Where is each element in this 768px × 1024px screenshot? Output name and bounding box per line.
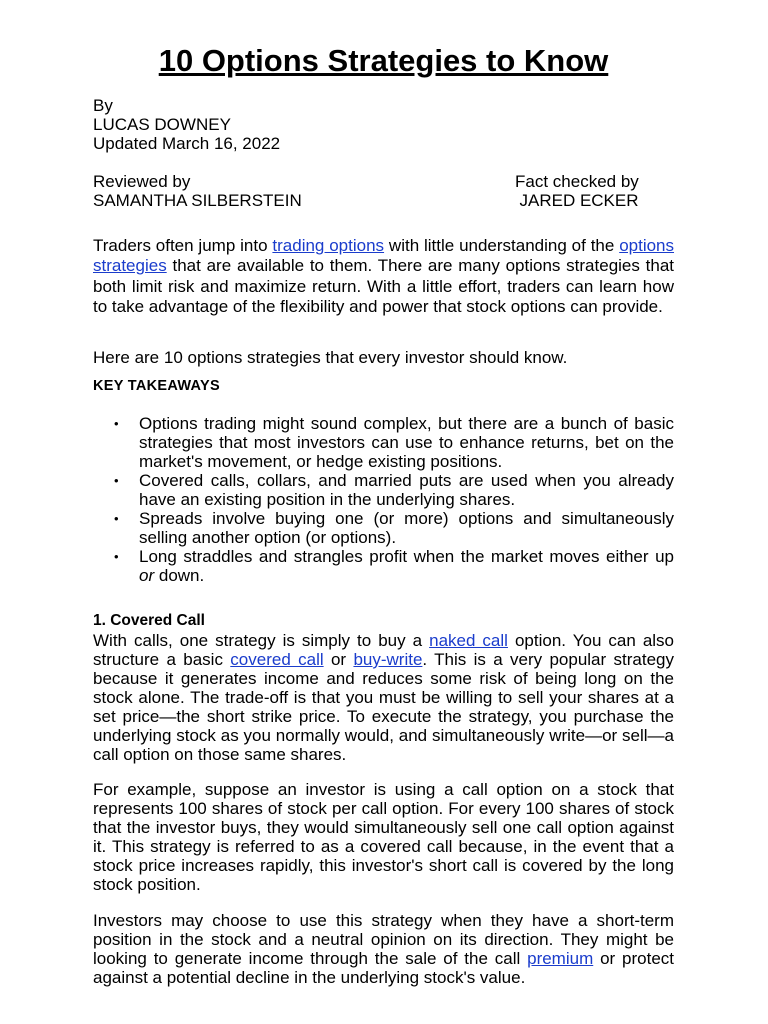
list-item [114, 414, 674, 471]
body-text: or [330, 650, 347, 669]
premium-link[interactable]: premium [527, 949, 594, 968]
body-text: With calls, one strategy is simply to buy a [93, 631, 423, 650]
list-item [114, 471, 674, 509]
list-item [114, 547, 674, 585]
key-takeaways-heading: KEY TAKEAWAYS [93, 378, 220, 394]
bullet-icon: • [114, 416, 119, 431]
list-item-text: down. [158, 566, 205, 585]
intro-text: that are available to them. There are many options strategies that both limit risk and maximize return. With a little effort, traders can learn how to take advantage of the flexibility and power that stock options can provide. [93, 256, 674, 317]
fact-checker-name: JARED ECKER [519, 191, 639, 210]
list-item-text: Long straddles and strangles profit when the market moves either up [139, 547, 674, 566]
options-strategies-link[interactable]: options strategies [93, 236, 675, 276]
key-takeaways-list [93, 414, 674, 585]
body-text: option. You can also structure a basic [93, 631, 674, 669]
author-name: LUCAS DOWNEY [93, 115, 231, 134]
reviewed-label: Reviewed by [93, 172, 191, 191]
bullet-icon: • [114, 473, 119, 488]
list-item-text: Covered calls, collars, and married puts are used when you already have an existing position in the underlying shares. [139, 471, 674, 509]
page-title: 10 Options Strategies to Know [158, 43, 609, 78]
covered-call-paragraph-1 [93, 631, 674, 764]
intro-text: with little understanding of the [388, 236, 615, 255]
emphasis-text: or [139, 566, 155, 585]
bullet-icon: • [114, 511, 119, 526]
updated-date: Updated March 16, 2022 [93, 134, 281, 153]
naked-call-link[interactable]: naked call [429, 631, 508, 650]
list-item [114, 509, 674, 547]
intro-paragraph [93, 236, 674, 318]
body-text: . This is a very popular strategy because it generates income and reduces some risk of being long on the stock alone. The trade-off is that you must be willing to sell your shares at a set price—the short strike price. To execute the strategy, you purchase the underlying stock as you normally would, and simultaneously write—or sell—a call option on those same shares. [93, 650, 674, 764]
byline [93, 96, 280, 153]
covered-call-paragraph-2: For example, suppose an investor is using a call option on a stock that represents 100 shares of stock per call option. For every 100 shares of stock that the investor buys, they would simultaneously sell one call option against it. This strategy is referred to as a covered call because, in the event that a stock price increases rapidly, this investor's short call is covered by the long stock position. [93, 780, 674, 894]
fact-checked-block [515, 172, 643, 210]
body-text: Investors may choose to use this strategy when they have a short-term position in the stock and a neutral opinion on its direction. They might be looking to generate income through the sale of the call [93, 911, 674, 968]
section-heading-covered-call: 1. Covered Call [93, 612, 205, 629]
byline-by: By [93, 96, 113, 115]
covered-call-paragraph-3 [93, 911, 674, 987]
trading-options-link[interactable]: trading options [272, 236, 385, 255]
covered-call-link[interactable]: covered call [230, 650, 324, 669]
fact-checked-label: Fact checked by [515, 172, 639, 191]
bullet-icon: • [114, 549, 119, 564]
body-text: or protect against a potential decline in the underlying stock's value. [93, 949, 674, 987]
list-item-text: Spreads involve buying one (or more) options and simultaneously selling another option (or options). [139, 509, 674, 547]
buy-write-link[interactable]: buy-write [353, 650, 423, 669]
intro-summary: Here are 10 options strategies that every investor should know. [93, 348, 568, 367]
reviewed-by-block [93, 172, 302, 210]
intro-text: Traders often jump into [93, 236, 268, 255]
list-item-text: Options trading might sound complex, but there are a bunch of basic strategies that most investors can use to enhance returns, bet on the market's movement, or hedge existing positions. [139, 414, 674, 471]
reviewer-name: SAMANTHA SILBERSTEIN [93, 191, 302, 210]
